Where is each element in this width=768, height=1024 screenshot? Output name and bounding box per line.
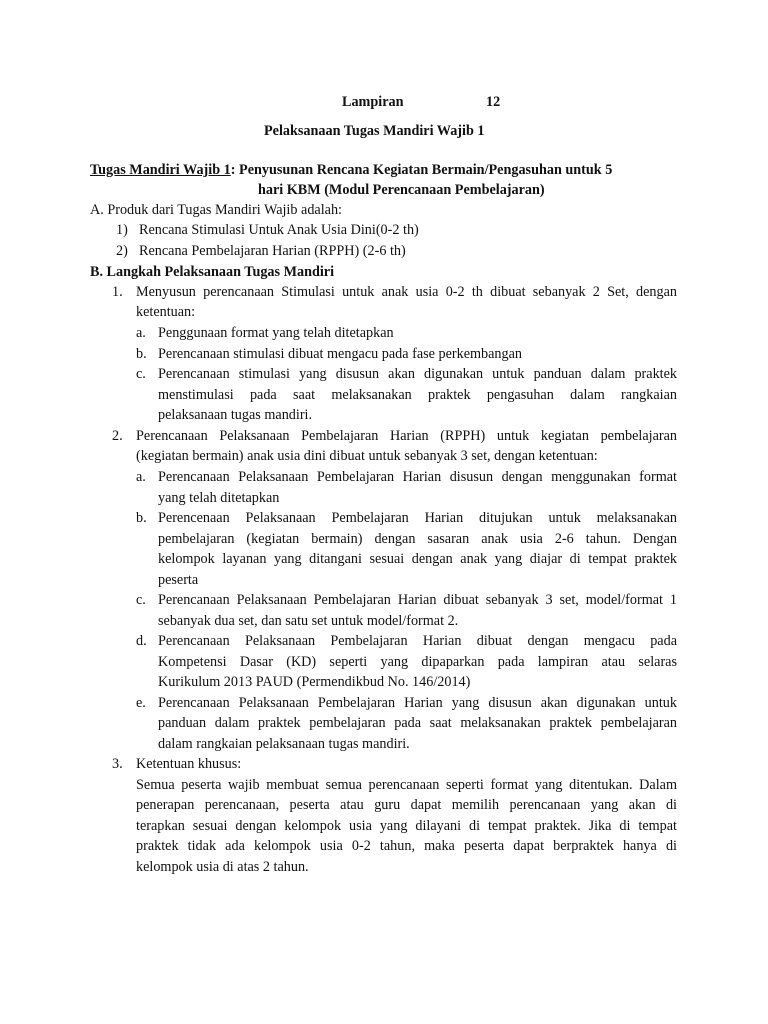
lampiran-label: Lampiran xyxy=(342,94,404,110)
paragraph-line: (kegiatan bermain) anak usia dini dibuat untuk sebanyak 3 set, dengan ketentuan: xyxy=(136,448,598,464)
sub-item-line: pembelajaran (kegiatan bermain) dengan sasaran anak usia 2-6 tahun. Dengan xyxy=(158,531,677,547)
sub-item-line: kelompok layanan yang ditangani sesuai dengan anak yang diajar di tempat praktek xyxy=(158,551,677,567)
list-item-marker: 2. xyxy=(112,428,123,444)
task-title-line2: hari KBM (Modul Perencanaan Pembelajaran) xyxy=(258,182,545,198)
sub-item-line: Perencanaan Pelaksanaan Pembelajaran Harian dibuat dengan mengacu pada xyxy=(158,633,677,649)
paragraph-line: Semua peserta wajib membuat semua perencanaan seperti format yang ditentukan. Dalam xyxy=(136,777,677,793)
list-item-marker: 1. xyxy=(112,284,123,300)
paragraph-line: Menyusun perencanaan Stimulasi untuk anak usia 0-2 th dibuat sebanyak 2 Set, dengan xyxy=(136,284,677,300)
paragraph-line: Perencanaan Pelaksanaan Pembelajaran Harian (RPPH) untuk kegiatan pembelajaran xyxy=(136,428,677,444)
list-item-marker: 3. xyxy=(112,756,123,772)
sub-item-line: Penggunaan format yang telah ditetapkan xyxy=(158,325,394,341)
sub-item-marker: a. xyxy=(136,469,146,485)
sub-item-marker: a. xyxy=(136,325,146,341)
task-title-line1: : Penyusunan Rencana Kegiatan Bermain/Pengasuhan untuk 5 xyxy=(230,162,613,178)
sub-item-line: Perencanaan stimulasi yang disusun akan digunakan untuk panduan dalam praktek xyxy=(158,366,677,382)
section-a-item: Rencana Stimulasi Untuk Anak Usia Dini(0-2 th) xyxy=(139,222,419,238)
sub-item-line: Perencanaan Pelaksanaan Pembelajaran Harian dibuat sebanyak 3 set, model/format 1 xyxy=(158,592,677,608)
sub-item-marker: b. xyxy=(136,510,147,526)
sub-item-line: yang telah ditetapkan xyxy=(158,490,280,506)
sub-item-marker: e. xyxy=(136,695,146,711)
sub-item-line: menstimulasi pada saat melaksanakan praktek pengasuhan dalam rangkaian xyxy=(158,387,677,403)
sub-item-line: sebanyak dua set, dan satu set untuk model/format 2. xyxy=(158,613,459,629)
sub-item-line: Perencanaan stimulasi dibuat mengacu pada fase perkembangan xyxy=(158,346,522,362)
paragraph-line: kelompok usia di atas 2 tahun. xyxy=(136,859,309,875)
paragraph-line: terapkan sesuai dengan kelompok usia yang dilayani di tempat praktek. Jika di tempat xyxy=(136,818,677,834)
sub-item-line: Perencanaan Pelaksanaan Pembelajaran Harian yang disusun akan digunakan untuk xyxy=(158,695,677,711)
sub-item-marker: c. xyxy=(136,592,146,608)
sub-item-line: Kompetensi Dasar (KD) seperti yang dipaparkan pada lampiran atau selaras xyxy=(158,654,677,670)
sub-item-line: Kurikulum 2013 PAUD (Permendikbud No. 146/2014) xyxy=(158,674,471,690)
section-a-heading: A. Produk dari Tugas Mandiri Wajib adalah: xyxy=(90,202,342,218)
sub-item-line: Perencenaan Pelaksanaan Pembelajaran Harian ditujukan untuk melaksanakan xyxy=(158,510,677,526)
section-a-item-marker: 2) xyxy=(116,243,128,259)
sub-item-marker: c. xyxy=(136,366,146,382)
paragraph-line: ketentuan: xyxy=(136,304,196,320)
lampiran-number: 12 xyxy=(486,94,501,110)
sub-item-line: peserta xyxy=(158,572,199,588)
section-a-item-marker: 1) xyxy=(116,222,128,238)
item3-heading: Ketentuan khusus: xyxy=(136,756,242,772)
sub-item-line: panduan dalam praktek pembelajaran pada saat melaksanakan praktek pembelajaran xyxy=(158,715,677,731)
task-label: Tugas Mandiri Wajib 1 xyxy=(90,162,231,178)
sub-item-line: pelaksanaan tugas mandiri. xyxy=(158,407,313,423)
paragraph-line: penerapan perencanaan, peserta atau guru dapat memilih perencanaan yang akan di xyxy=(136,797,677,813)
sub-item-line: Perencanaan Pelaksanaan Pembelajaran Harian disusun dengan menggunakan format xyxy=(158,469,677,485)
page-title: Pelaksanaan Tugas Mandiri Wajib 1 xyxy=(264,123,485,139)
section-a-item: Rencana Pembelajaran Harian (RPPH) (2-6 th) xyxy=(139,243,406,259)
sub-item-marker: b. xyxy=(136,346,147,362)
task-title xyxy=(90,160,612,181)
sub-item-marker: d. xyxy=(136,633,147,649)
section-b-heading: B. Langkah Pelaksanaan Tugas Mandiri xyxy=(90,264,335,280)
paragraph-line: praktek tidak ada kelompok usia 0-2 tahun, maka peserta dapat berpraktek hanya di xyxy=(136,838,677,854)
sub-item-line: dalam rangkaian pelaksanaan tugas mandiri. xyxy=(158,736,410,752)
